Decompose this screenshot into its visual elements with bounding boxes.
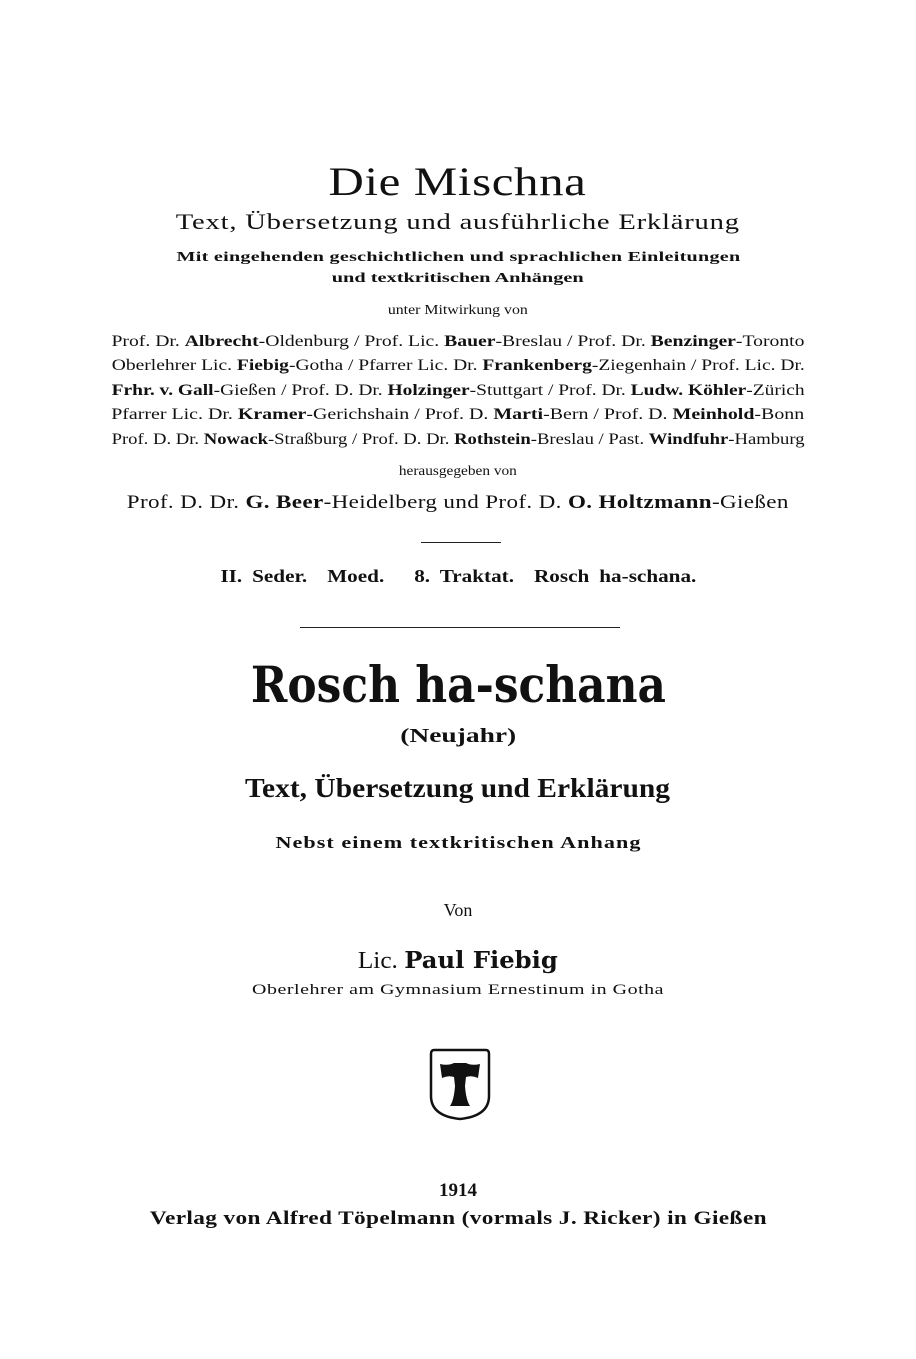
- collaborator-text: -Zürich: [746, 382, 805, 399]
- series-intro-line-1: Mit eingehenden geschichtlichen und sprachlichen Einleitungen: [176, 250, 740, 265]
- collaborator-name: Marti: [493, 406, 544, 423]
- collaborator-name: Holzinger: [387, 382, 470, 399]
- collaboration-label: unter Mitwirkung von: [388, 303, 528, 318]
- publication-year: 1914: [439, 1180, 477, 1201]
- collaborator-name: Frankenberg: [482, 357, 592, 374]
- collaborator-text: -Stuttgart / Prof. Dr.: [469, 382, 631, 399]
- editor-name-1: G. Beer: [245, 492, 324, 513]
- editor-place-2: -Gießen: [712, 492, 789, 513]
- collaborator-line: [0, 431, 916, 449]
- collaborator-name: Ludw. Köhler: [630, 382, 747, 399]
- collaborator-name: Rothstein: [453, 431, 531, 448]
- tractate-subtitle: (Neujahr): [400, 725, 516, 747]
- publisher-imprint: Verlag von Alfred Töpelmann (vormals J. Ricker) in Gießen: [149, 1208, 767, 1229]
- editor-name-2: O. Holtzmann: [568, 492, 713, 513]
- collaborator-text: -Bonn: [754, 406, 805, 423]
- short-divider: [421, 542, 501, 543]
- collaborator-text: -Ziegenhain / Prof. Lic. Dr.: [591, 357, 805, 374]
- collaborator-name: Meinhold: [672, 406, 755, 423]
- collaborator-text: -Gerichshain / Prof. D.: [306, 406, 494, 423]
- editor-place-1: -Heidelberg: [323, 492, 438, 513]
- author-name: Paul Fiebig: [404, 947, 558, 974]
- collaborator-line: [0, 333, 916, 351]
- collaborator-text: Oberlehrer Lic.: [111, 357, 237, 374]
- collaborator-name: Windfuhr: [648, 431, 729, 448]
- collaborator-name: Fiebig: [236, 357, 289, 374]
- collaborator-text: -Breslau / Prof. Dr.: [495, 333, 651, 350]
- author-title: Lic.: [357, 948, 405, 974]
- collaborator-text: -Hamburg: [728, 431, 805, 448]
- collaborator-line: [0, 382, 916, 400]
- author-line: [0, 947, 916, 975]
- collaborator-text: Prof. D. Dr.: [111, 431, 204, 448]
- editor-prefix-1: Prof. D. Dr.: [127, 492, 246, 513]
- collaborator-text: -Breslau / Past.: [530, 431, 649, 448]
- collaborator-text: Prof. Dr.: [111, 333, 185, 350]
- editors-line: [0, 492, 916, 514]
- tractate-title: Rosch ha-schana: [250, 655, 666, 714]
- series-title: Die Mischna: [328, 159, 587, 204]
- collaborator-text: -Oldenburg / Prof. Lic.: [258, 333, 445, 350]
- editor-joiner: und Prof. D.: [437, 492, 569, 513]
- collaborator-name: Nowack: [203, 431, 268, 448]
- collaborator-text: -Gießen / Prof. D. Dr.: [213, 382, 388, 399]
- collaborator-line: [0, 357, 916, 375]
- tractate-description: Text, Übersetzung und Erklärung: [245, 773, 671, 803]
- by-label: Von: [443, 900, 473, 920]
- collaborator-text: Pfarrer Lic. Dr.: [111, 406, 239, 423]
- editors-label: herausgegeben von: [399, 464, 517, 479]
- volume-line: II. Seder. Moed. 8. Traktat. Rosch ha-schana.: [219, 566, 696, 586]
- collaborator-name: Benzinger: [650, 333, 736, 350]
- collaborator-text: -Bern / Prof. D.: [543, 406, 673, 423]
- collaborator-name: Bauer: [444, 333, 496, 350]
- collaborator-line: [0, 406, 916, 424]
- collaborator-name: Frhr. v. Gall: [111, 382, 214, 399]
- collaborator-name: Kramer: [238, 406, 307, 423]
- collaborator-text: -Toronto: [735, 333, 805, 350]
- series-intro-line-2: und textkritischen Anhängen: [331, 271, 584, 286]
- long-divider: [300, 627, 620, 628]
- collaborator-text: -Straßburg / Prof. D. Dr.: [267, 431, 454, 448]
- collaborator-name: Albrecht: [184, 333, 259, 350]
- appendix-note: Nebst einem textkritischen Anhang: [275, 833, 641, 852]
- tau-cross-shield-icon: [428, 1046, 492, 1122]
- author-affiliation: Oberlehrer am Gymnasium Ernestinum in Gotha: [251, 982, 664, 998]
- series-subtitle: Text, Übersetzung und ausführliche Erklärung: [176, 209, 740, 234]
- collaborator-text: -Gotha / Pfarrer Lic. Dr.: [288, 357, 483, 374]
